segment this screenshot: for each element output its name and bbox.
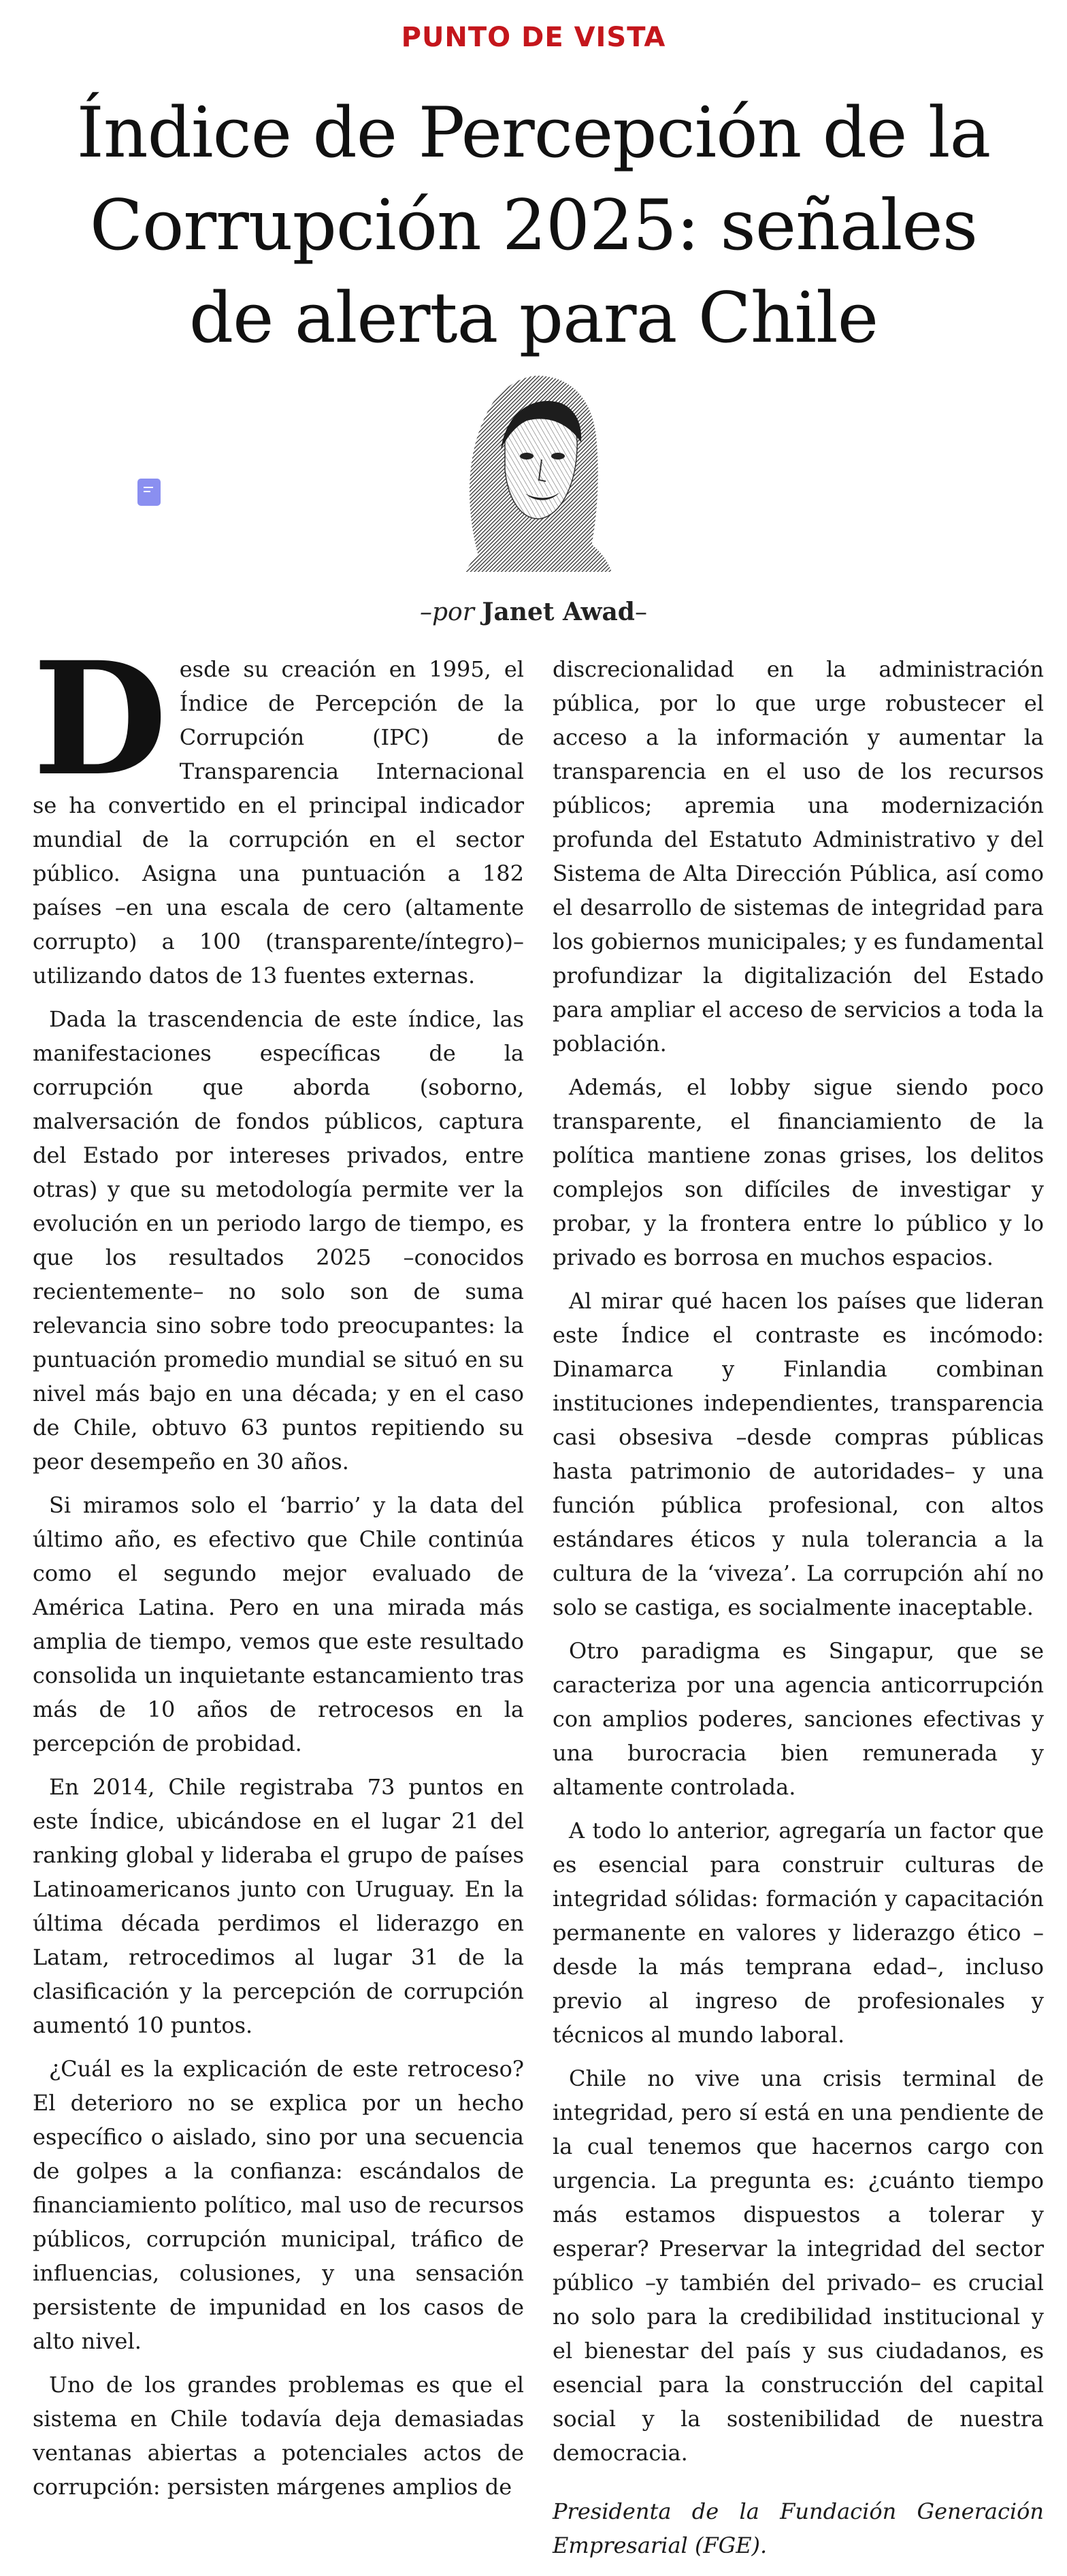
byline-author: Janet Awad bbox=[482, 598, 635, 626]
article-paragraph: Dada la trascendencia de este índice, las manifestaciones específicas de la corrupción que aborda (soborno, malversación de fondos públicos, captura del Estado por intereses privados, entre otras) y que su metodología permite ver la evolución en un periodo largo de tiempo, es que los resultados 2025 –conocidos recientemente– no solo son de suma relevancia sino sobre todo preocupantes: la puntuación promedio mundial se situó en su nivel más bajo en una década; y en el caso de Chile, obtuvo 63 puntos repitiendo su peor desempeño en 30 años. bbox=[33, 1006, 524, 1475]
article-paragraph: A todo lo anterior, agregaría un factor que es esencial para construir culturas de integridad sólidas: formación y capacitación permanente en valores y liderazgo ético –desde la más temprana edad–, incluso previo al ingreso de profesionales y técnicos al mundo laboral. bbox=[553, 1818, 1044, 2048]
dropcap: D bbox=[33, 628, 167, 810]
author-portrait bbox=[452, 347, 615, 572]
article-column-right bbox=[553, 652, 1044, 2572]
article-paragraph: Si miramos solo el ‘barrio’ y la data del último año, es efectivo que Chile continúa como el segundo mejor evaluado de América Latina. Pero en una mirada más amplia de tiempo, vemos que este resultado consolida un inquietante estancamiento tras más de 10 años de retrocesos en la percepción de probidad. bbox=[33, 1492, 524, 1756]
article-paragraph: Uno de los grandes problemas es que el sistema en Chile todavía deja demasiadas ventanas abiertas a potenciales actos de corrupción: persisten márgenes amplios de bbox=[33, 2372, 524, 2500]
article-paragraph: ¿Cuál es la explicación de este retroceso? El deterioro no se explica por un hecho específico o aislado, sino por una secuencia de golpes a la confianza: escándalos de financiamiento político, mal uso de recursos públicos, corrupción municipal, tráfico de influencias, colusiones, y una sensación persistente de impunidad en los casos de alto nivel. bbox=[33, 2056, 524, 2354]
article-paragraph: Chile no vive una crisis terminal de integridad, pero sí está en una pendiente de la cual tenemos que hacernos cargo con urgencia. La pregunta es: ¿cuánto tiempo más estamos dispuestos a tolerar y esperar? Preservar la integridad del sector público –y también del privado– es crucial no solo para la credibilidad institucional y el bienestar del país y sus ciudadanos, es esencial para la construcción del capital social y la sostenibilidad de nuestra democracia. bbox=[553, 2065, 1044, 2466]
byline bbox=[0, 598, 1067, 626]
article-paragraph: Desde su creación en 1995, el Índice de Percepción de la Corrupción (IPC) de Transparencia Internacional se ha convertido en el principal indicador mundial de la corrupción en el sector público. Asigna una puntuación a 182 países –en una escala de cero (altamente corrupto) a 100 (transparente/íntegro)– utilizando datos de 13 fuentes externas. bbox=[33, 628, 524, 988]
section-label: PUNTO DE VISTA bbox=[401, 22, 666, 53]
note-icon[interactable] bbox=[137, 479, 161, 506]
article-paragraph: En 2014, Chile registraba 73 puntos en este Índice, ubicándose en el lugar 21 del ranking global y lideraba el grupo de países Latinoamericanos junto con Uruguay. En la última década perdimos el liderazgo en Latam, retrocedimos al lugar 31 de la clasificación y la percepción de corrupción aumentó 10 puntos. bbox=[33, 1774, 524, 2038]
article-paragraph: Otro paradigma es Singapur, que se caracteriza por una agencia anticorrupción con amplios poderes, sanciones efectivas y una burocracia bien remunerada y altamente controlada. bbox=[553, 1638, 1044, 1800]
byline-prefix: –por bbox=[420, 598, 474, 626]
article-paragraph: discrecionalidad en la administración pública, por lo que urge robustecer el acceso a la información y aumentar la transparencia en el uso de los recursos públicos; apremia una modernización profunda del Estatuto Administrativo y del Sistema de Alta Dirección Pública, así como el desarrollo de sistemas de integridad para los gobiernos municipales; y es fundamental profundizar la digitalización del Estado para ampliar el acceso de servicios a toda la población. bbox=[553, 656, 1044, 1057]
author-signature: Presidenta de la Fundación Generación Empresarial (FGE). bbox=[553, 2498, 1044, 2558]
byline-suffix: – bbox=[634, 598, 647, 626]
article-paragraph: Al mirar qué hacen los países que lideran este Índice el contraste es incómodo: Dinamarca y Finlandia combinan instituciones independientes, transparencia casi obsesiva –desde compras públicas hasta patrimonio de autoridades– y una función pública profesional, con altos estándares éticos y nula tolerancia a la cultura de la ‘viveza’. La corrupción ahí no solo se castiga, es socialmente inaceptable. bbox=[553, 1288, 1044, 1620]
headline: Índice de Percepción de la Corrupción 2025: señales de alerta para Chile bbox=[76, 93, 991, 359]
article-column-left bbox=[33, 628, 524, 2513]
article-paragraph: Además, el lobby sigue siendo poco transparente, el financiamiento de la política mantiene zonas grises, los delitos complejos son difíciles de investigar y probar, y la frontera entre lo público y lo privado es borrosa en muchos espacios. bbox=[553, 1074, 1044, 1270]
